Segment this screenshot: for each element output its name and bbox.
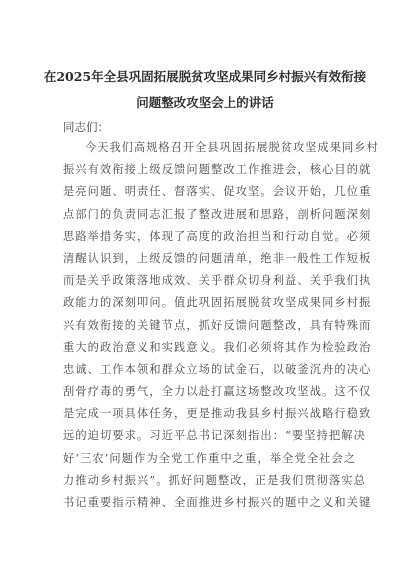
document-title-line-1: 在2025年全县巩固拓展脱贫攻坚成果同乡村振兴有效衔接 [43,69,367,84]
body-line: 振兴有效衔接上级反馈问题整改工作推进会，核心目的就 [63,163,372,177]
body-line: 忠诚、工作本领和群众立场的试金石，以破釜沉舟的决心 [63,362,372,376]
body-line: 而是关乎政策落地成效、关乎群众切身利益、关乎我们执 [63,274,372,288]
body-line: 清醒认识到，上级反馈的问题清单，绝非一般性工作短板 [63,251,372,265]
body-line: 书记重要指示精神、全面推进乡村振兴的题中之义和关键 [63,496,372,509]
body-line: 今天我们高规格召开全县巩固拓展脱贫攻坚成果同乡村 [85,141,379,154]
body-line: 兴有效衔接的关键节点，抓好反馈问题整改，具有特殊而 [63,318,372,332]
document-title-line-2: 问题整改攻坚会上的讲话 [136,95,274,110]
body-line: 力推动乡村振兴”。抓好问题整改，正是我们贯彻落实总 [63,473,366,487]
body-line: 重大的政治意义和实践意义。我们必须将其作为检验政治 [63,340,372,354]
body-line: 好‘三农’问题作为全党工作重中之重，举全党全社会之 [63,451,357,465]
body-line: 远的迫切要求。习近平总书记深刻指出：“要坚持把解决 [63,429,366,443]
body-line: 政能力的深刻叩问。值此巩固拓展脱贫攻坚成果同乡村振 [63,296,372,310]
body-line: 思路举措务实，体现了高度的政治担当和行动自觉。必须 [63,229,372,243]
body-line: 点部门的负责同志汇报了整改进展和思路，剖析问题深刻 [63,207,372,221]
body-line: 是亮问题、明责任、督落实、促攻坚。会议开始，几位重 [63,185,372,199]
body-line: 刮骨疗毒的勇气，全力以赴打赢这场整改攻坚战。这不仅 [63,385,372,399]
body-line: 是完成一项具体任务，更是推动我县乡村振兴战略行稳致 [63,407,372,421]
speech-body [63,137,379,514]
salutation: 同志们： [63,120,109,134]
